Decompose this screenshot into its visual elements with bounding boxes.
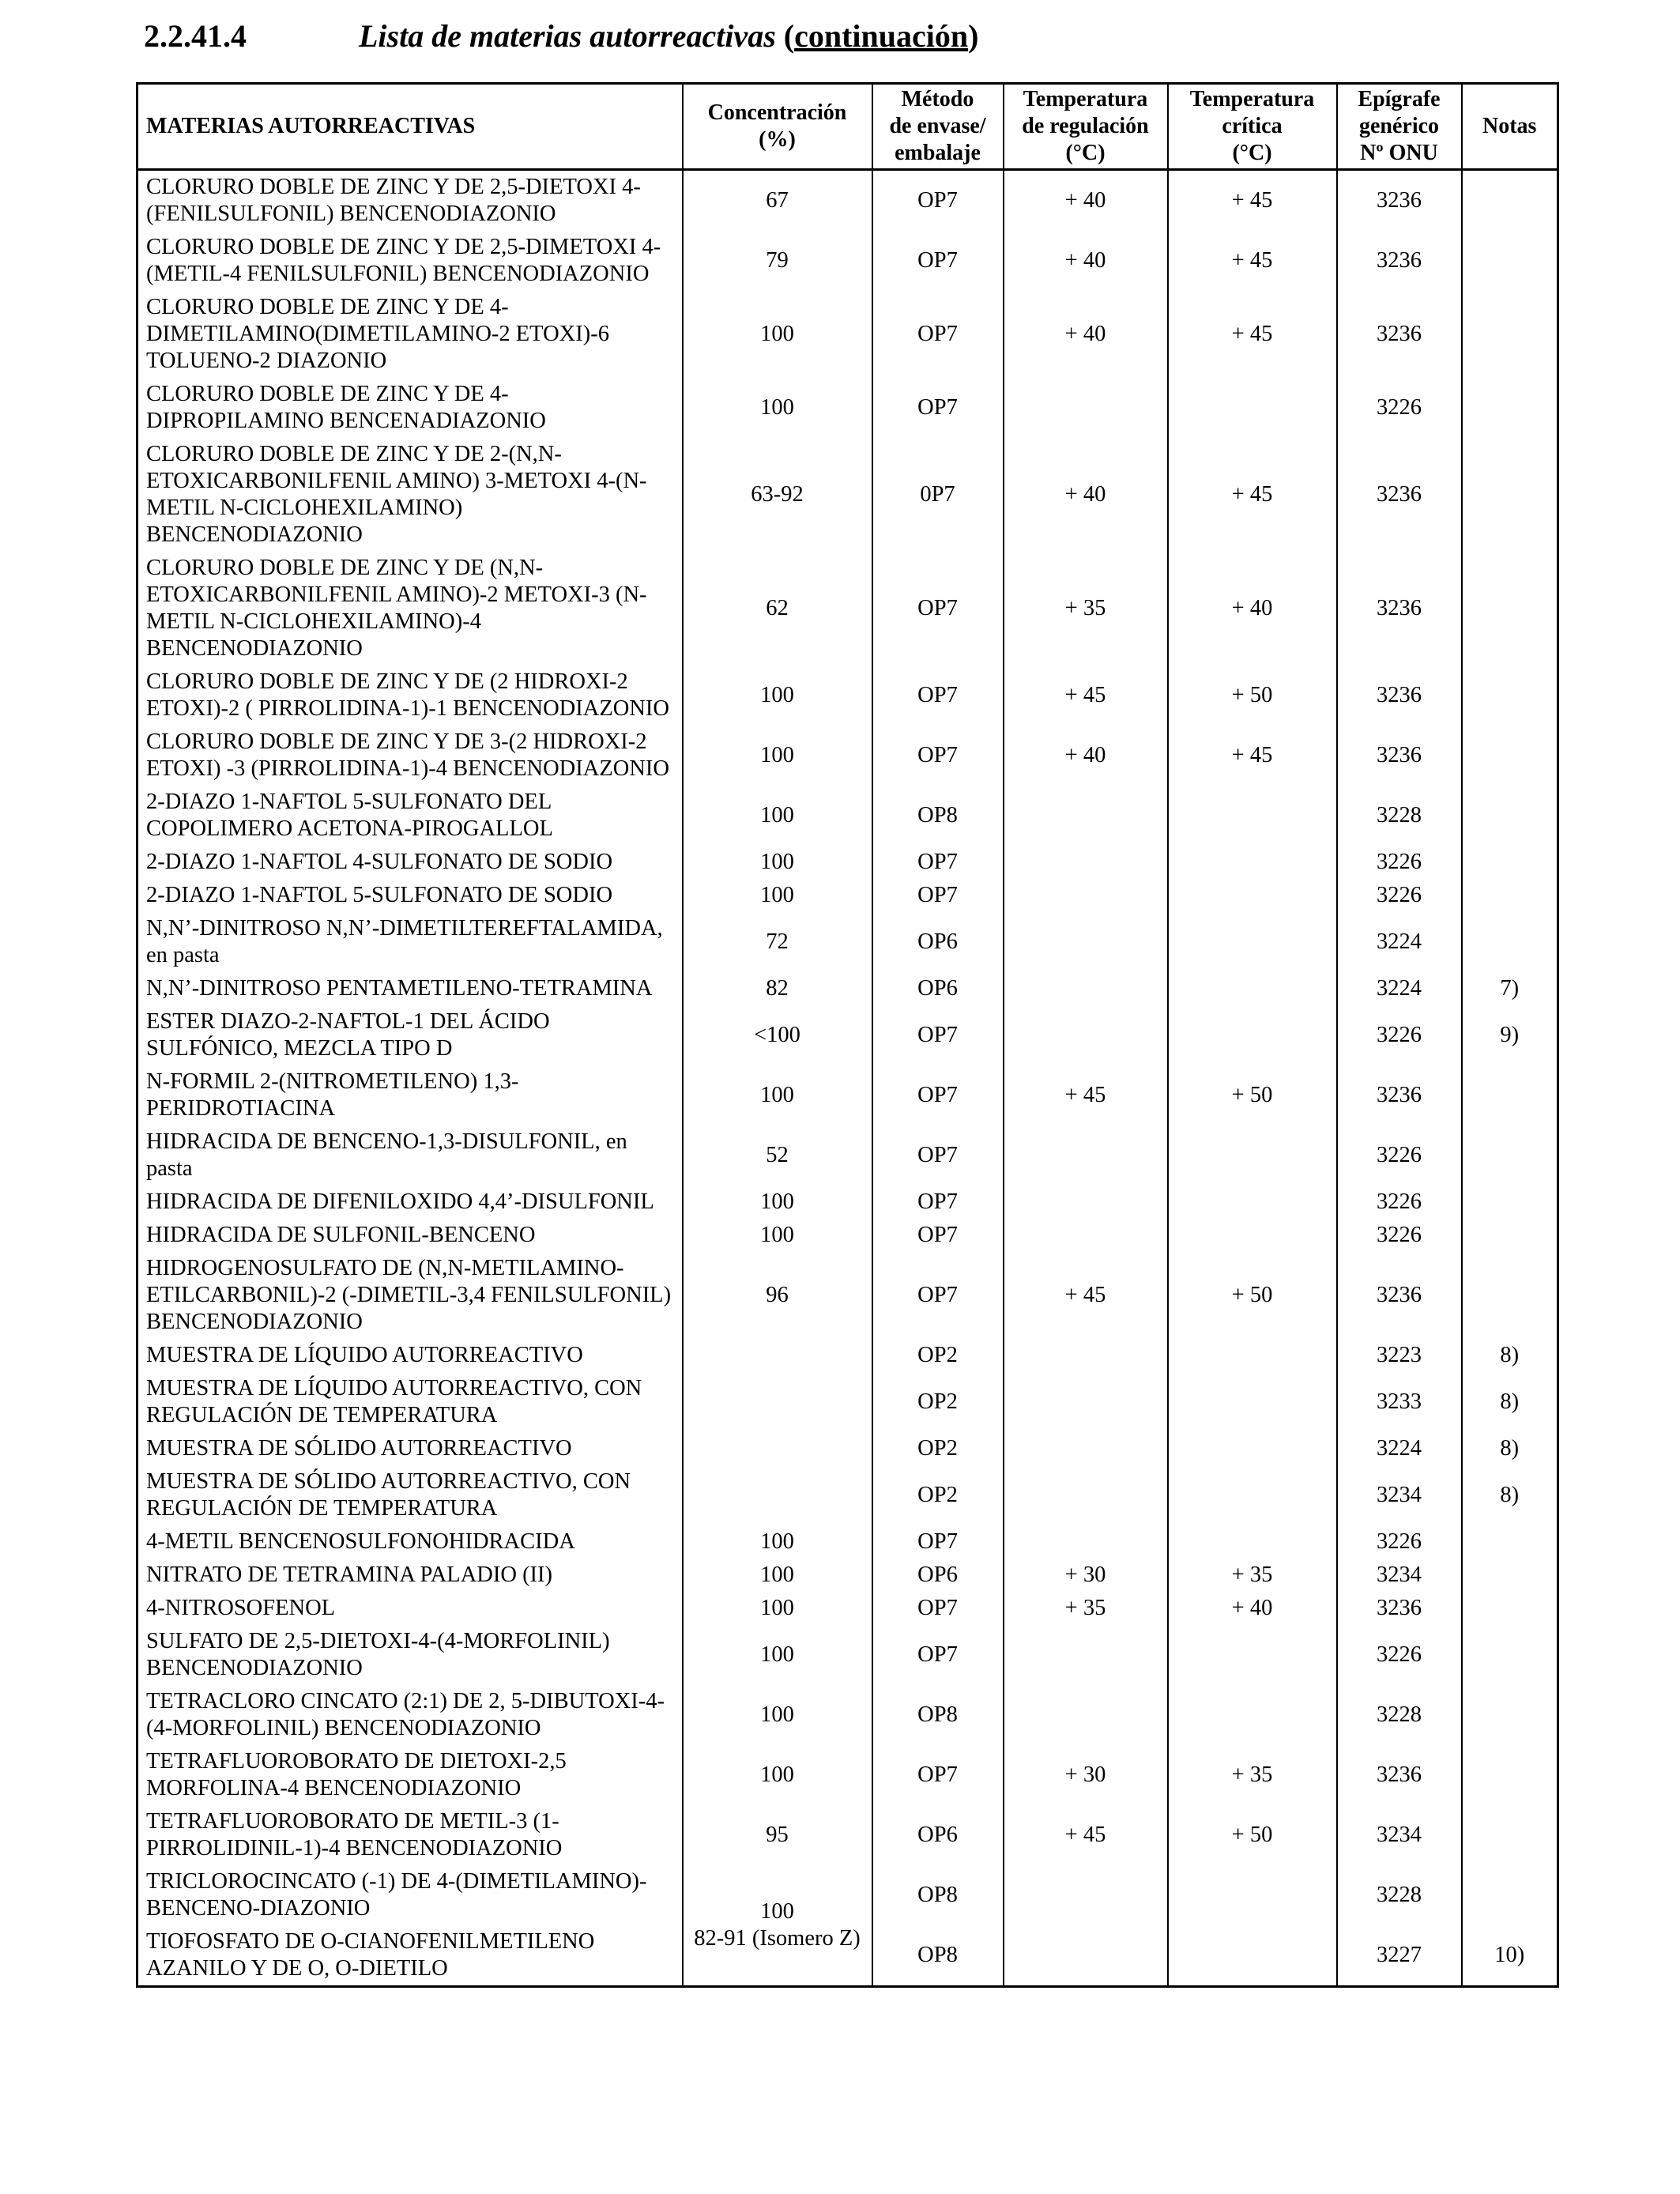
un-number-cell: 3234 [1337,1805,1462,1865]
packing-method-cell: OP7 [872,1252,1004,1339]
packing-method-cell: OP7 [872,1625,1004,1685]
packing-method-cell: OP2 [872,1339,1004,1372]
table-row [137,1252,1558,1339]
substance-name: CLORURO DOBLE DE ZINC Y DE 4-DIMETILAMINO(DIMETILAMINO-2 ETOXI)-6 TOLUENO-2 DIAZONIO [137,291,683,378]
section-title: Lista de materias autorreactivas [359,18,776,54]
un-number-cell: 3228 [1337,1685,1462,1745]
notes-cell: 7) [1462,972,1558,1005]
table-row [137,786,1558,846]
un-number-cell: 3226 [1337,1005,1462,1065]
substance-name: CLORURO DOBLE DE ZINC Y DE (N,N-ETOXICARBONILFENIL AMINO)-2 METOXI-3 (N-METIL N-CICLOHEXILAMINO)-4 BENCENODIAZONIO [137,552,683,665]
control-temperature-cell: + 40 [1004,726,1168,786]
notes-cell [1462,231,1558,291]
control-temperature-cell: + 45 [1004,1805,1168,1865]
notes-cell [1462,665,1558,726]
notes-cell [1462,1252,1558,1339]
notes-cell [1462,1865,1558,1925]
table-row [137,1065,1558,1125]
table-row [137,1525,1558,1559]
packing-method-cell: OP8 [872,1685,1004,1745]
packing-method-cell: OP6 [872,1559,1004,1592]
un-number-cell: 3234 [1337,1559,1462,1592]
concentration-cell: 62 [683,552,872,665]
emergency-temperature-cell [1168,1432,1337,1465]
concentration-cell: 100 [683,1592,872,1625]
control-temperature-cell [1004,1125,1168,1186]
un-number-cell: 3226 [1337,846,1462,879]
emergency-temperature-cell [1168,1186,1337,1219]
concentration-cell: 96 [683,1252,872,1339]
header-concentration: Concentración (%) [683,84,872,170]
control-temperature-cell [1004,1685,1168,1745]
packing-method-cell: OP8 [872,1925,1004,1987]
control-temperature-cell: + 45 [1004,1252,1168,1339]
control-temperature-cell [1004,1625,1168,1685]
substance-name: N,N’-DINITROSO PENTAMETILENO-TETRAMINA [137,972,683,1005]
packing-method-cell: OP6 [872,912,1004,972]
concentration-cell: 100 [683,378,872,438]
emergency-temperature-cell [1168,1125,1337,1186]
packing-method-cell: OP7 [872,879,1004,912]
control-temperature-cell [1004,972,1168,1005]
un-number-cell: 3228 [1337,1865,1462,1925]
un-number-cell: 3224 [1337,1432,1462,1465]
packing-method-cell: OP7 [872,1219,1004,1252]
packing-method-cell: OP7 [872,1592,1004,1625]
packing-method-cell: OP7 [872,1125,1004,1186]
emergency-temperature-cell [1168,1465,1337,1525]
control-temperature-cell [1004,1219,1168,1252]
un-number-cell: 3236 [1337,291,1462,378]
concentration-cell: 67 [683,170,872,232]
control-temperature-cell: + 30 [1004,1559,1168,1592]
control-temperature-cell [1004,1339,1168,1372]
emergency-temperature-cell: + 50 [1168,1805,1337,1865]
notes-cell [1462,1065,1558,1125]
control-temperature-cell: + 45 [1004,1065,1168,1125]
emergency-temperature-cell: + 45 [1168,438,1337,552]
notes-cell: 8) [1462,1465,1558,1525]
emergency-temperature-cell [1168,912,1337,972]
substance-name: MUESTRA DE SÓLIDO AUTORREACTIVO, CON REGULACIÓN DE TEMPERATURA [137,1465,683,1525]
emergency-temperature-cell [1168,378,1337,438]
substance-name: CLORURO DOBLE DE ZINC Y DE 2,5-DIMETOXI 4-(METIL-4 FENILSULFONIL) BENCENODIAZONIO [137,231,683,291]
header-emergency-temperature: Temperatura crítica (°C) [1168,84,1337,170]
substance-name: N-FORMIL 2-(NITROMETILENO) 1,3-PERIDROTIACINA [137,1065,683,1125]
control-temperature-cell: + 30 [1004,1745,1168,1805]
substance-name: TETRACLORO CINCATO (2:1) DE 2, 5-DIBUTOXI-4-(4-MORFOLINIL) BENCENODIAZONIO [137,1685,683,1745]
concentration-cell: 100 [683,1745,872,1805]
un-number-cell: 3226 [1337,1186,1462,1219]
emergency-temperature-cell [1168,1685,1337,1745]
substance-name: MUESTRA DE LÍQUIDO AUTORREACTIVO [137,1339,683,1372]
table-row [137,1339,1558,1372]
table-row [137,378,1558,438]
packing-method-cell: OP7 [872,231,1004,291]
table-row [137,1625,1558,1685]
control-temperature-cell: + 40 [1004,291,1168,378]
un-number-cell: 3236 [1337,170,1462,232]
concentration-cell: 100 [683,1525,872,1559]
control-temperature-cell [1004,879,1168,912]
notes-cell [1462,438,1558,552]
table-row [137,1685,1558,1745]
substance-name: N,N’-DINITROSO N,N’-DIMETILTEREFTALAMIDA, en pasta [137,912,683,972]
packing-method-cell: OP7 [872,1186,1004,1219]
packing-method-cell: OP7 [872,378,1004,438]
notes-cell: 8) [1462,1372,1558,1432]
substance-name: NITRATO DE TETRAMINA PALADIO (II) [137,1559,683,1592]
packing-method-cell: OP8 [872,786,1004,846]
table-row [137,1219,1558,1252]
substance-name: 4-NITROSOFENOL [137,1592,683,1625]
concentration-cell: 95 [683,1805,872,1865]
concentration-cell: 100 [683,665,872,726]
notes-cell [1462,1219,1558,1252]
un-number-cell: 3236 [1337,726,1462,786]
notes-cell [1462,170,1558,232]
notes-cell [1462,846,1558,879]
substance-name: MUESTRA DE SÓLIDO AUTORREACTIVO [137,1432,683,1465]
control-temperature-cell: + 35 [1004,1592,1168,1625]
substance-name: CLORURO DOBLE DE ZINC Y DE 2-(N,N-ETOXICARBONILFENIL AMINO) 3-METOXI 4-(N-METIL N-CICLOHEXILAMINO) BENCENODIAZONIO [137,438,683,552]
substance-name: CLORURO DOBLE DE ZINC Y DE (2 HIDROXI-2 ETOXI)-2 ( PIRROLIDINA-1)-1 BENCENODIAZONIO [137,665,683,726]
concentration-cell: 72 [683,912,872,972]
emergency-temperature-cell [1168,786,1337,846]
emergency-temperature-cell: + 50 [1168,665,1337,726]
notes-cell [1462,1525,1558,1559]
concentration-cell: 100 [683,1685,872,1745]
concentration-cell: 100 [683,1559,872,1592]
control-temperature-cell: + 40 [1004,438,1168,552]
un-number-cell: 3236 [1337,231,1462,291]
un-number-cell: 3233 [1337,1372,1462,1432]
table-row [137,846,1558,879]
table-row [137,1865,1558,1925]
emergency-temperature-cell [1168,846,1337,879]
table-row [137,291,1558,378]
un-number-cell: 3236 [1337,438,1462,552]
substance-name: HIDRACIDA DE BENCENO-1,3-DISULFONIL, en pasta [137,1125,683,1186]
table-row [137,170,1558,232]
substance-name: CLORURO DOBLE DE ZINC Y DE 2,5-DIETOXI 4-(FENILSULFONIL) BENCENODIAZONIO [137,170,683,232]
substance-name: 2-DIAZO 1-NAFTOL 4-SULFONATO DE SODIO [137,846,683,879]
table-row [137,1432,1558,1465]
table-row [137,1805,1558,1865]
header-packing-method: Método de envase/ embalaje [872,84,1004,170]
table-row [137,552,1558,665]
concentration-cell: 63-92 [683,438,872,552]
substance-name: 4-METIL BENCENOSULFONOHIDRACIDA [137,1525,683,1559]
control-temperature-cell [1004,1005,1168,1065]
un-number-cell: 3224 [1337,972,1462,1005]
header-generic-un-entry: Epígrafe genérico Nº ONU [1337,84,1462,170]
table-row [137,1372,1558,1432]
self-reactive-substances-table [136,82,1559,1988]
table-row [137,1125,1558,1186]
un-number-cell: 3236 [1337,1065,1462,1125]
notes-cell [1462,879,1558,912]
notes-cell [1462,786,1558,846]
control-temperature-cell [1004,1925,1168,1987]
concentration-cell: 100 [683,726,872,786]
concentration-cell: <100 [683,1005,872,1065]
packing-method-cell: OP6 [872,972,1004,1005]
concentration-cell: 100 [683,1625,872,1685]
emergency-temperature-cell: + 40 [1168,1592,1337,1625]
control-temperature-cell [1004,1186,1168,1219]
concentration-cell: 100 [683,879,872,912]
concentration-cell: 100 [683,291,872,378]
substance-name: ESTER DIAZO-2-NAFTOL-1 DEL ÁCIDO SULFÓNICO, MEZCLA TIPO D [137,1005,683,1065]
un-number-cell: 3236 [1337,1745,1462,1805]
packing-method-cell: OP7 [872,1745,1004,1805]
table-row [137,912,1558,972]
substance-name: HIDRACIDA DE DIFENILOXIDO 4,4’-DISULFONIL [137,1186,683,1219]
control-temperature-cell [1004,1525,1168,1559]
control-temperature-cell [1004,1865,1168,1925]
packing-method-cell: OP7 [872,552,1004,665]
control-temperature-cell [1004,786,1168,846]
notes-cell [1462,552,1558,665]
emergency-temperature-cell: + 40 [1168,552,1337,665]
emergency-temperature-cell [1168,972,1337,1005]
un-number-cell: 3226 [1337,1625,1462,1685]
emergency-temperature-cell [1168,879,1337,912]
notes-cell: 10) [1462,1925,1558,1987]
substance-name: CLORURO DOBLE DE ZINC Y DE 4-DIPROPILAMINO BENCENADIAZONIO [137,378,683,438]
table-row [137,1005,1558,1065]
emergency-temperature-cell: + 45 [1168,726,1337,786]
notes-cell [1462,1559,1558,1592]
table-body [137,170,1558,1987]
packing-method-cell: OP7 [872,1005,1004,1065]
un-number-cell: 3226 [1337,879,1462,912]
packing-method-cell: 0P7 [872,438,1004,552]
notes-cell [1462,1745,1558,1805]
notes-cell [1462,1186,1558,1219]
emergency-temperature-cell [1168,1219,1337,1252]
table-row [137,1745,1558,1805]
header-control-temperature: Temperatura de regulación (°C) [1004,84,1168,170]
emergency-temperature-cell: + 50 [1168,1065,1337,1125]
packing-method-cell: OP7 [872,1525,1004,1559]
notes-cell [1462,1805,1558,1865]
packing-method-cell: OP7 [872,846,1004,879]
notes-cell [1462,1625,1558,1685]
un-number-cell: 3224 [1337,912,1462,972]
control-temperature-cell: + 40 [1004,231,1168,291]
concentration-cell: 82 [683,972,872,1005]
table-header-row [137,84,1558,170]
notes-cell [1462,378,1558,438]
emergency-temperature-cell [1168,1372,1337,1432]
emergency-temperature-cell: + 45 [1168,170,1337,232]
emergency-temperature-cell: + 45 [1168,231,1337,291]
emergency-temperature-cell: + 45 [1168,291,1337,378]
concentration-cell: 100 [683,786,872,846]
table-row [137,231,1558,291]
un-number-cell: 3226 [1337,378,1462,438]
un-number-cell: 3236 [1337,1592,1462,1625]
packing-method-cell: OP2 [872,1432,1004,1465]
emergency-temperature-cell [1168,1865,1337,1925]
table-row [137,972,1558,1005]
table-row [137,879,1558,912]
packing-method-cell: OP7 [872,726,1004,786]
substance-name: HIDROGENOSULFATO DE (N,N-METILAMINO-ETILCARBONIL)-2 (-DIMETIL-3,4 FENILSULFONIL) BENCENODIAZONIO [137,1252,683,1339]
control-temperature-cell [1004,912,1168,972]
notes-cell: 9) [1462,1005,1558,1065]
un-number-cell: 3236 [1337,665,1462,726]
section-number: 2.2.41.4 [144,18,247,54]
header-substance: MATERIAS AUTORREACTIVAS [137,84,683,170]
substance-name: TIOFOSFATO DE O-CIANOFENILMETILENO AZANILO Y DE O, O-DIETILO [137,1925,683,1987]
section-heading: 2.2.41.4 Lista de materias autorreactivas (continuación) [144,14,978,58]
concentration-cell [683,1432,872,1465]
packing-method-cell: OP2 [872,1465,1004,1525]
notes-cell [1462,1685,1558,1745]
control-temperature-cell [1004,846,1168,879]
notes-cell: 8) [1462,1339,1558,1372]
control-temperature-cell [1004,1465,1168,1525]
continuation-label: continuación [794,18,969,54]
table-row [137,1592,1558,1625]
control-temperature-cell [1004,1372,1168,1432]
concentration-cell: 79 [683,231,872,291]
notes-cell [1462,1592,1558,1625]
packing-method-cell: OP7 [872,665,1004,726]
emergency-temperature-cell: + 35 [1168,1745,1337,1805]
concentration-cell: 100 [683,1065,872,1125]
concentration-cell: 100 [683,846,872,879]
emergency-temperature-cell [1168,1339,1337,1372]
un-number-cell: 3226 [1337,1525,1462,1559]
emergency-temperature-cell [1168,1525,1337,1559]
table-row [137,438,1558,552]
un-number-cell: 3236 [1337,552,1462,665]
concentration-cell: 100 82-91 (Isomero Z) [683,1865,872,1987]
table-row [137,726,1558,786]
header-notes: Notas [1462,84,1558,170]
packing-method-cell: OP2 [872,1372,1004,1432]
notes-cell [1462,912,1558,972]
packing-method-cell: OP7 [872,1065,1004,1125]
concentration-cell [683,1465,872,1525]
emergency-temperature-cell: + 50 [1168,1252,1337,1339]
un-number-cell: 3226 [1337,1125,1462,1186]
un-number-cell: 3236 [1337,1252,1462,1339]
substance-name: MUESTRA DE LÍQUIDO AUTORREACTIVO, CON REGULACIÓN DE TEMPERATURA [137,1372,683,1432]
un-number-cell: 3227 [1337,1925,1462,1987]
substance-name: CLORURO DOBLE DE ZINC Y DE 3-(2 HIDROXI-2 ETOXI) -3 (PIRROLIDINA-1)-4 BENCENODIAZONIO [137,726,683,786]
substance-name: TETRAFLUOROBORATO DE DIETOXI-2,5 MORFOLINA-4 BENCENODIAZONIO [137,1745,683,1805]
control-temperature-cell: + 45 [1004,665,1168,726]
un-number-cell: 3226 [1337,1219,1462,1252]
un-number-cell: 3234 [1337,1465,1462,1525]
emergency-temperature-cell [1168,1625,1337,1685]
control-temperature-cell [1004,378,1168,438]
table-row [137,1559,1558,1592]
notes-cell [1462,1125,1558,1186]
control-temperature-cell [1004,1432,1168,1465]
notes-cell: 8) [1462,1432,1558,1465]
packing-method-cell: OP7 [872,291,1004,378]
substance-name: 2-DIAZO 1-NAFTOL 5-SULFONATO DEL COPOLIMERO ACETONA-PIROGALLOL [137,786,683,846]
concentration-cell: 100 [683,1219,872,1252]
substance-name: 2-DIAZO 1-NAFTOL 5-SULFONATO DE SODIO [137,879,683,912]
table-row [137,1186,1558,1219]
emergency-temperature-cell [1168,1005,1337,1065]
table-row [137,665,1558,726]
control-temperature-cell: + 35 [1004,552,1168,665]
control-temperature-cell: + 40 [1004,170,1168,232]
substance-name: SULFATO DE 2,5-DIETOXI-4-(4-MORFOLINIL) BENCENODIAZONIO [137,1625,683,1685]
emergency-temperature-cell: + 35 [1168,1559,1337,1592]
concentration-cell [683,1372,872,1432]
packing-method-cell: OP6 [872,1805,1004,1865]
concentration-cell [683,1339,872,1372]
notes-cell [1462,291,1558,378]
un-number-cell: 3223 [1337,1339,1462,1372]
concentration-cell: 100 [683,1186,872,1219]
substance-name: TRICLOROCINCATO (-1) DE 4-(DIMETILAMINO)-BENCENO-DIAZONIO [137,1865,683,1925]
table-row [137,1465,1558,1525]
substance-name: TETRAFLUOROBORATO DE METIL-3 (1-PIRROLIDINIL-1)-4 BENCENODIAZONIO [137,1805,683,1865]
un-number-cell: 3228 [1337,786,1462,846]
packing-method-cell: OP8 [872,1865,1004,1925]
notes-cell [1462,726,1558,786]
substance-name: HIDRACIDA DE SULFONIL-BENCENO [137,1219,683,1252]
emergency-temperature-cell [1168,1925,1337,1987]
concentration-cell: 52 [683,1125,872,1186]
packing-method-cell: OP7 [872,170,1004,232]
